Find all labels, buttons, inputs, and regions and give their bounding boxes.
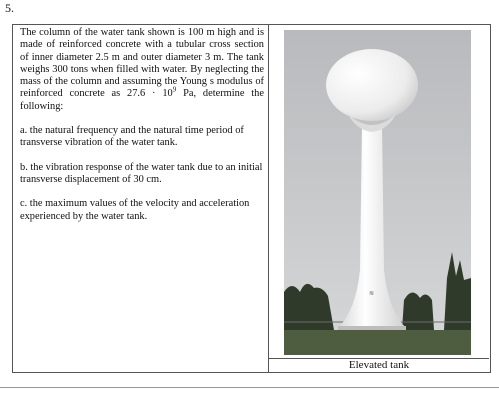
page-bottom-rule: [0, 387, 499, 388]
item-a: a. the natural frequency and the natural time period of transverse vibration of the water tank.: [20, 125, 244, 149]
figure-caption: Elevated tank: [348, 359, 410, 371]
item-b: b. the vibration response of the water tank due to an initial transverse displacement of 30 cm.: [20, 161, 263, 185]
water-tank-photo: [284, 30, 471, 355]
water-tank-illustration: [284, 30, 471, 355]
exponent: 9: [172, 86, 177, 95]
problem-statement: [20, 27, 264, 113]
question-number: 5.: [5, 1, 14, 15]
item-c: c. the maximum values of the velocity and acceleration experienced by the water tank.: [20, 198, 250, 222]
svg-text:≋: ≋: [369, 291, 375, 297]
grass: [284, 330, 471, 355]
problem-text: [20, 27, 264, 223]
statement-text-a: The column of the water tank shown is 100 m high and is made of reinforced concrete with a tubular cross section of inner diameter 2.5 m and outer diameter 3 m. The tank weighs 300 tons when filled with water. By neglecting the mass of the column and assuming the Young s modulus of reinforced concrete as 27.6 · 10: [20, 27, 264, 100]
table-column-divider: [268, 24, 269, 372]
tank-bulb: [326, 49, 418, 121]
statement-text-b: Pa, determine the following:: [20, 88, 264, 112]
